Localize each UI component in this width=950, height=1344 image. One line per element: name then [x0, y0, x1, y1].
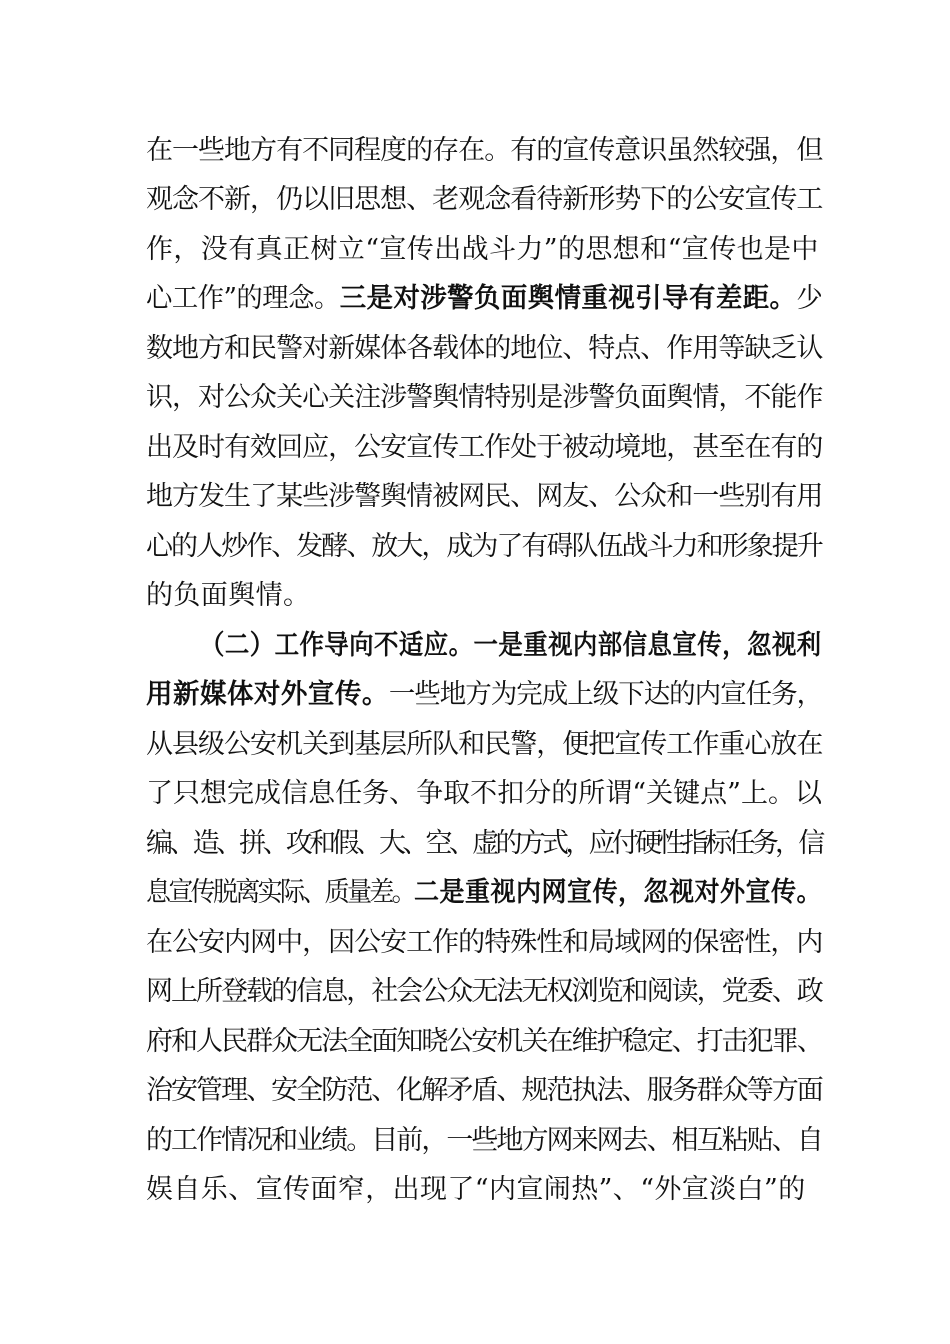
text-run: 府和人民群众无法全面知晓公安机关在维护稳定、打击犯罪、 [146, 1026, 822, 1057]
text-run: 作，没有真正树立“宣传出战斗力”的思想和“宣传也是中 [146, 234, 819, 265]
text-run: 网上所登载的信息，社会公众无法无权浏览和阅读，党委、政 [146, 976, 822, 1007]
text-line [146, 1173, 806, 1207]
text-run: 治安管理、安全防范、化解矛盾、规范执法、服务群众等方面 [146, 1075, 822, 1106]
text-line [146, 134, 822, 168]
text-line [146, 381, 822, 415]
text-line [146, 728, 822, 762]
text-run: 在一些地方有不同程度的存在。有的宣传意识虽然较强，但 [146, 135, 823, 166]
text-line [146, 678, 822, 712]
text-line [146, 530, 822, 564]
bold-text-run: （二）工作导向不适应。一是重视内部信息宣传，忽视利 [200, 630, 822, 661]
text-line [146, 827, 822, 861]
text-run: 一些地方为完成上级下达的内宣任务， [388, 679, 823, 710]
text-line [146, 1124, 822, 1158]
text-run: 数地方和民警对新媒体各载体的地位、特点、作用等缺乏认 [146, 333, 823, 364]
text-run: 出及时有效回应，公安宣传工作处于被动境地，甚至在有的 [146, 432, 823, 463]
bold-text-run: 二是重视内网宣传，忽视对外宣传。 [413, 877, 822, 908]
text-run: 在公安内网中，因公安工作的特殊性和局域网的保密性，内 [146, 927, 823, 958]
text-run: 少 [796, 283, 823, 314]
text-line [146, 926, 822, 960]
text-run: 观念不新，仍以旧思想、老观念看待新形势下的公安宣传工 [146, 184, 823, 215]
text-run: 识，对公众关心关注涉警舆情特别是涉警负面舆情，不能作 [146, 382, 823, 413]
text-run: 了只想完成信息任务、争取不扣分的所谓“关键点”上。以 [146, 778, 823, 809]
text-line [146, 777, 822, 811]
text-line [146, 1074, 822, 1108]
bold-text-run: 三是对涉警负面舆情重视引导有差距。 [339, 283, 797, 314]
text-run: 息宣传脱离实际、质量差。 [146, 877, 414, 908]
text-line [146, 183, 822, 217]
text-run: 从县级公安机关到基层所队和民警，便把宣传工作重心放在 [146, 729, 823, 760]
text-run: 的工作情况和业绩。目前，一些地方网来网去、相互粘贴、自 [146, 1125, 822, 1156]
text-line [146, 282, 822, 316]
text-line [146, 579, 310, 613]
text-line [146, 233, 819, 267]
text-run: 的负面舆情。 [146, 580, 311, 611]
text-line [146, 1025, 822, 1059]
text-line [146, 975, 822, 1009]
bold-text-run: 用新媒体对外宣传。 [146, 679, 389, 710]
section-heading-line [200, 629, 822, 663]
text-run: 娱自乐、宣传面窄，出现了“内宣闹热”、“外宣淡白”的 [146, 1174, 806, 1205]
text-line [146, 431, 822, 465]
text-line [146, 480, 822, 514]
text-line [146, 332, 822, 366]
text-run: 心工作”的理念。 [146, 283, 340, 314]
text-run: 地方发生了某些涉警舆情被网民、网友、公众和一些别有用 [146, 481, 823, 512]
text-line [146, 876, 822, 910]
text-run: 编、造、拼、攻和假、大、空、虚的方式，应付硬性指标任务，信 [146, 828, 822, 859]
text-run: 心的人炒作、发酵、放大，成为了有碍队伍战斗力和形象提升 [146, 531, 822, 562]
